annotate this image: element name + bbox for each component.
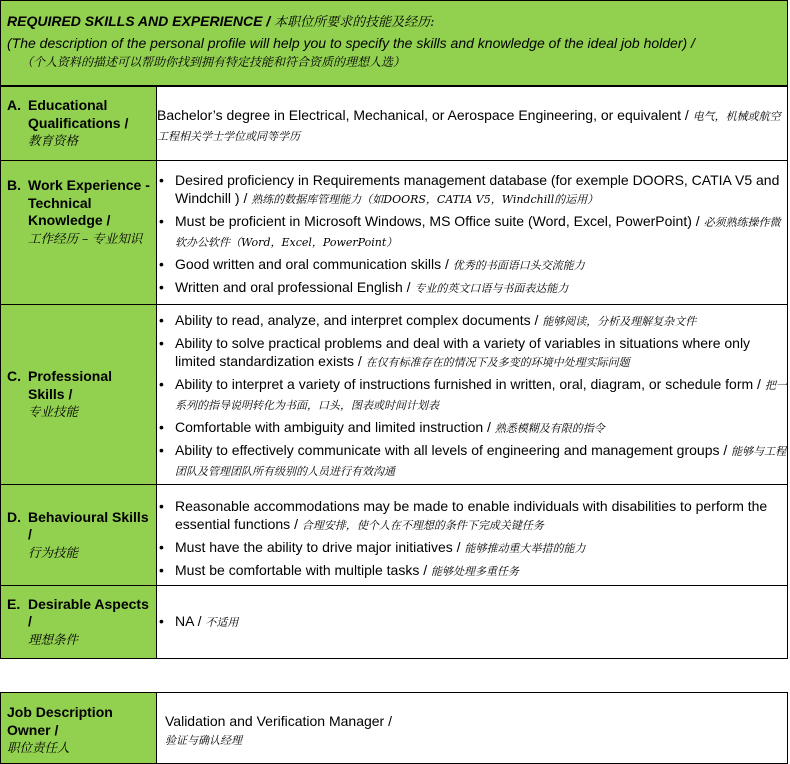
- list-item: • Must be comfortable with multiple tasks / 能够处理多重任务: [157, 561, 787, 581]
- list-item: • Written and oral professional English / 专业的英文口语与书面表达能力: [157, 278, 787, 298]
- list-item: • Reasonable accommodations may be made to enable individuals with disabilities to perform the essential functions / 合理安排，使个人在不理想的条件下完成关键任务: [157, 497, 787, 535]
- list-item: • Comfortable with ambiguity and limited instruction / 熟悉模糊及有限的指令: [157, 418, 787, 438]
- section-c-list: [157, 305, 787, 481]
- section-d-content: [157, 485, 788, 586]
- section-e-list: [157, 612, 787, 632]
- list-item: • Good written and oral communication skills / 优秀的书面语口头交流能力: [157, 255, 787, 275]
- section-e-content: [157, 586, 788, 659]
- list-item: • Must have the ability to drive major initiatives / 能够推动重大举措的能力: [157, 538, 787, 558]
- requirements-header: [0, 0, 788, 86]
- list-item: • Ability to read, analyze, and interpret complex documents / 能够阅读，分析及理解复杂文件: [157, 311, 787, 331]
- section-a-label: A. Educational Qualifications / 教育资格: [1, 87, 157, 161]
- section-e-label: E. Desirable Aspects / 理想条件: [1, 586, 157, 659]
- list-item: • Ability to effectively communicate with all levels of engineering and management groups / 能够与工程团队及管理团队所有级别的人员进行有效沟通: [157, 441, 787, 481]
- owner-table: [0, 692, 788, 764]
- owner-label: Job Description Owner / 职位责任人: [1, 693, 157, 764]
- section-b-label: B. Work Experience - Technical Knowledge / 工作经历 – 专业知识: [1, 161, 157, 305]
- section-d-row: [1, 485, 788, 586]
- section-c-content: [157, 305, 788, 485]
- section-d-list: [157, 485, 787, 581]
- owner-value: Validation and Verification Manager / 验证与确认经理: [157, 693, 788, 764]
- header-description: (The description of the personal profile will help you to specify the skills and knowledge of the ideal job holder) /: [7, 35, 695, 51]
- section-b-row: [1, 161, 788, 305]
- list-item: • NA / 不适用: [157, 612, 787, 632]
- list-item: • Ability to interpret a variety of instructions furnished in written, oral, diagram, or schedule form / 把一系列的指导说明转化为书面，口头，图表或时间计划表: [157, 375, 787, 415]
- section-c-label: C. Professional Skills / 专业技能: [1, 305, 157, 485]
- section-a-row: [1, 87, 788, 161]
- list-item: • Ability to solve practical problems and deal with a variety of variables in situations where only limited standardization exists / 在仅有标准存在的情况下及多变的环境中处理实际问题: [157, 334, 787, 372]
- section-c-row: [1, 305, 788, 485]
- skills-table: [0, 86, 788, 659]
- section-a-content: Bachelor’s degree in Electrical, Mechanical, or Aerospace Engineering, or equivalent / 电气，机械或航空工程相关学士学位或同等学历: [157, 87, 788, 161]
- list-item: • Must be proficient in Microsoft Windows, MS Office suite (Word, Excel, PowerPoint) / 必须熟练操作微软办公软件（Word，Excel，PowerPoint）: [157, 212, 787, 252]
- header-title: REQUIRED SKILLS AND EXPERIENCE / 本职位所要求的技能及经历:: [7, 13, 435, 30]
- section-d-label: D. Behavioural Skills / 行为技能: [1, 485, 157, 586]
- header-description-cn: （个人资料的描述可以帮助你找到拥有特定技能和符合资质的理想人选）: [21, 55, 406, 69]
- section-e-row: [1, 586, 788, 659]
- section-b-content: [157, 161, 788, 305]
- section-b-list: [157, 161, 787, 298]
- list-item: • Desired proficiency in Requirements management database (for exemple DOORS, CATIA V5 and Windchill ) / 熟练的数据库管理能力（如DOORS，CATIA V5，Windchill的运用）: [157, 171, 787, 209]
